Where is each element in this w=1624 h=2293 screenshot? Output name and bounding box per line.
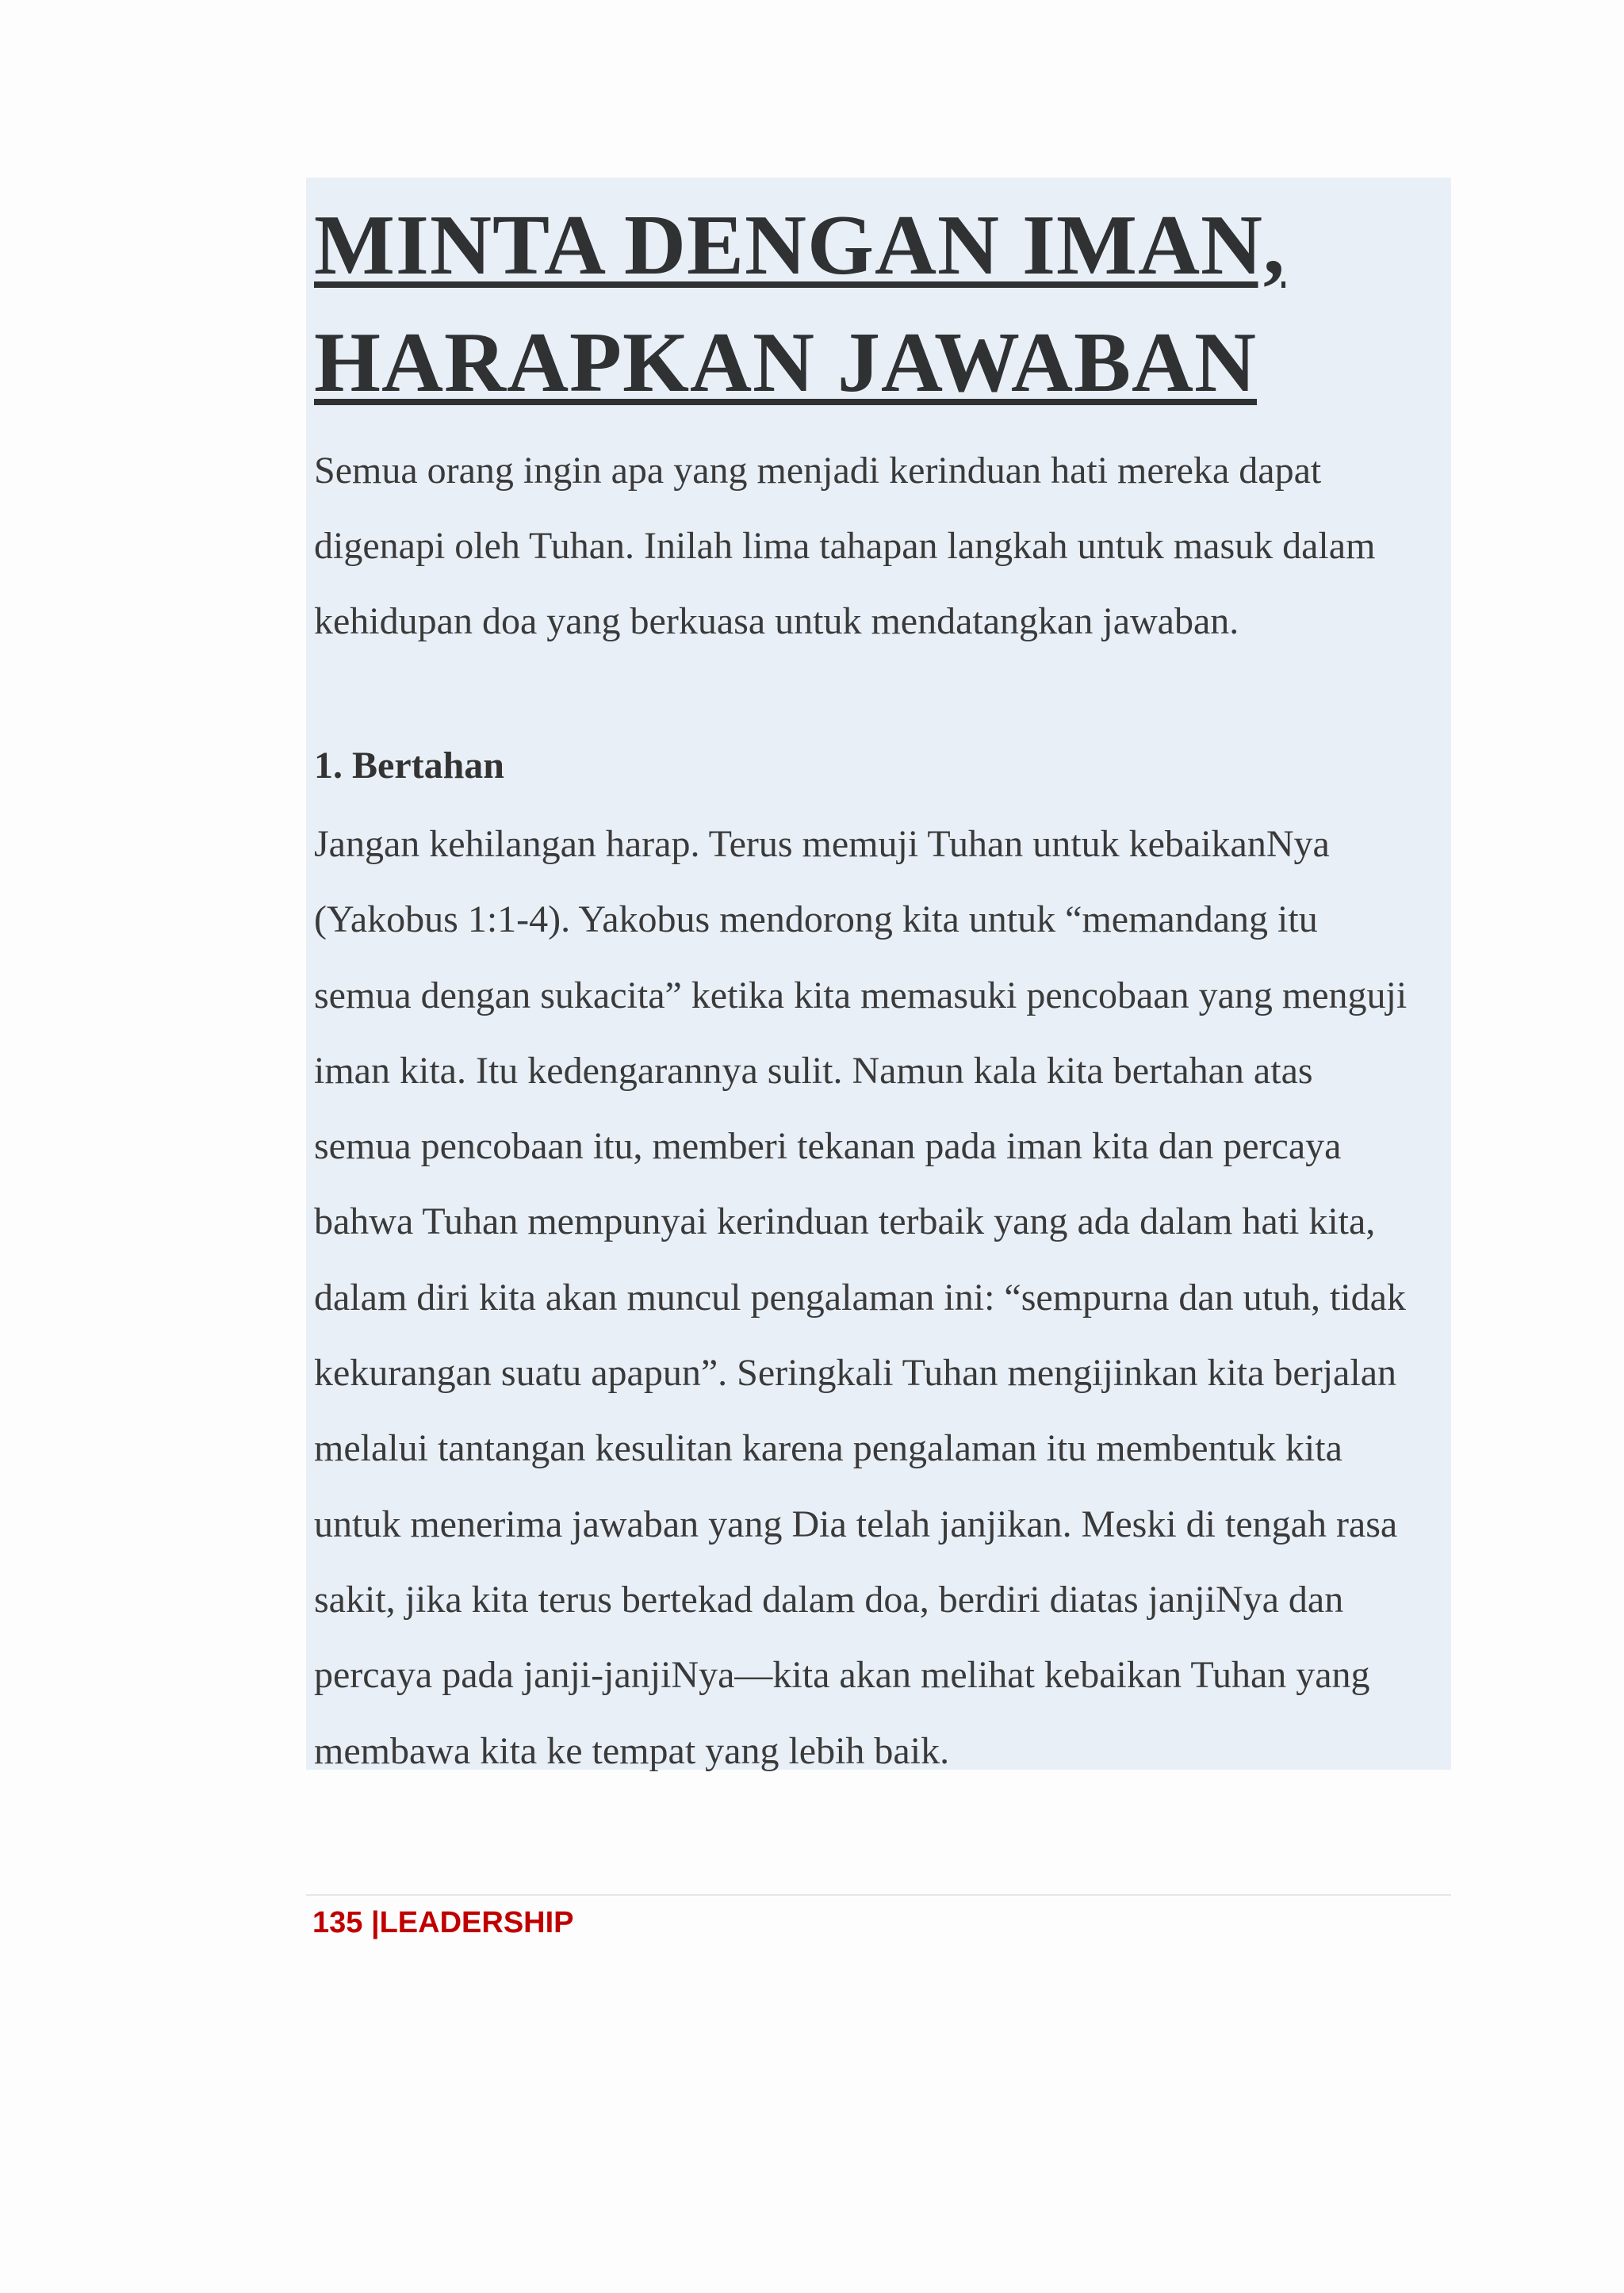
- footer-divider: [306, 1894, 1451, 1896]
- text-line: kehidupan doa yang berkuasa untuk mendatangkan jawaban.: [314, 600, 1239, 642]
- text-line: digenapi oleh Tuhan. Inilah lima tahapan langkah untuk masuk dalam: [314, 525, 1376, 567]
- text-line: dalam diri kita akan muncul pengalaman ini: “sempurna dan utuh, tidak: [314, 1276, 1406, 1319]
- intro-paragraph: [314, 433, 1456, 659]
- text-line: melalui tantangan kesulitan karena pengalaman itu membentuk kita: [314, 1427, 1342, 1470]
- page-footer: 135 |LEADERSHIP: [312, 1906, 574, 1939]
- title-line: HARAPKAN JAWABAN: [314, 316, 1258, 410]
- text-line: semua dengan sukacita” ketika kita memasuki pencobaan yang menguji: [314, 974, 1408, 1016]
- section-heading: 1. Bertahan: [314, 745, 504, 787]
- text-line: iman kita. Itu kedengarannya sulit. Namun kala kita bertahan atas: [314, 1049, 1313, 1092]
- page-title: [314, 187, 1285, 422]
- text-line: Semua orang ingin apa yang menjadi kerinduan hati mereka dapat: [314, 450, 1322, 492]
- title-line: MINTA DENGAN IMAN,: [314, 198, 1285, 293]
- text-line: Jangan kehilangan harap. Terus memuji Tuhan untuk kebaikanNya: [314, 823, 1330, 865]
- text-line: kekurangan suatu apapun”. Seringkali Tuhan mengijinkan kita berjalan: [314, 1352, 1396, 1395]
- text-line: untuk menerima jawaban yang Dia telah janjikan. Meski di tengah rasa: [314, 1503, 1398, 1545]
- body-paragraph: [314, 806, 1456, 1789]
- text-line: semua pencobaan itu, memberi tekanan pada iman kita dan percaya: [314, 1125, 1342, 1168]
- text-line: membawa kita ke tempat yang lebih baik.: [314, 1729, 950, 1772]
- text-line: (Yakobus 1:1-4). Yakobus mendorong kita untuk “memandang itu: [314, 898, 1318, 941]
- text-line: sakit, jika kita terus bertekad dalam doa, berdiri diatas janjiNya dan: [314, 1578, 1344, 1621]
- text-line: bahwa Tuhan mempunyai kerinduan terbaik yang ada dalam hati kita,: [314, 1200, 1376, 1243]
- text-line: percaya pada janji-janjiNya—kita akan melihat kebaikan Tuhan yang: [314, 1654, 1370, 1697]
